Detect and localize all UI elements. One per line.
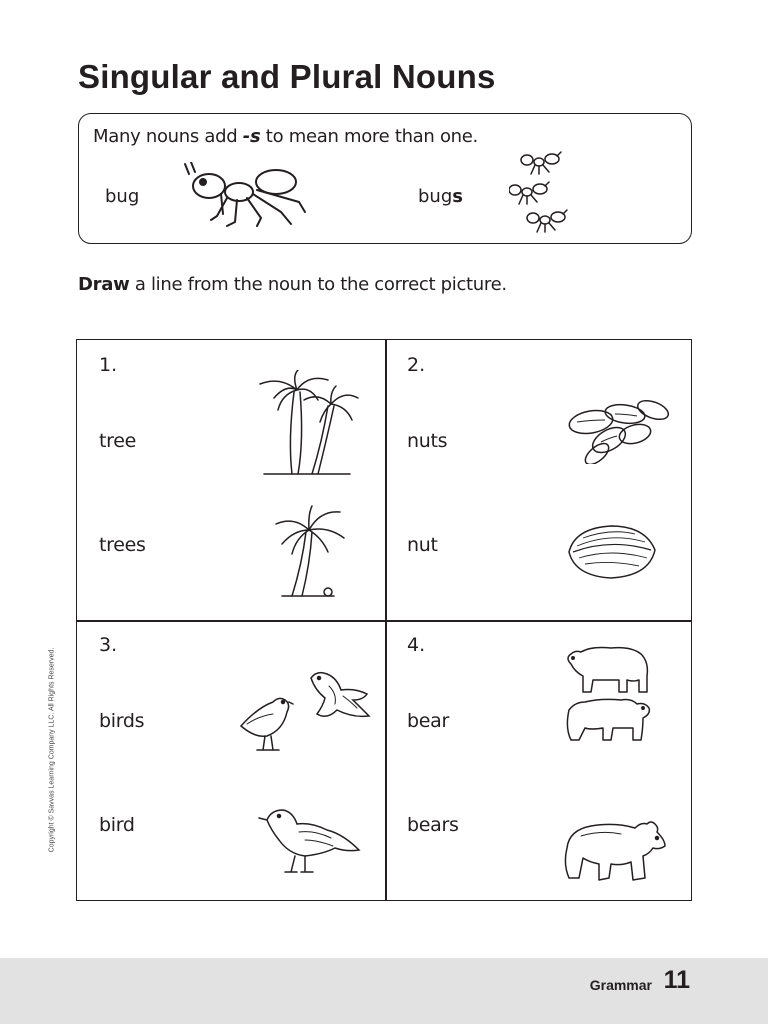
- footer-section-label: Grammar: [589, 977, 652, 993]
- almonds-icon[interactable]: [565, 394, 673, 464]
- two-birds-icon[interactable]: [237, 668, 375, 756]
- item-number: 1.: [99, 354, 118, 376]
- noun-word-tree[interactable]: tree: [99, 430, 137, 452]
- item-number: 2.: [407, 354, 426, 376]
- three-ants-icon: [509, 148, 579, 238]
- directions-verb: Draw: [78, 274, 130, 295]
- rule-box: [78, 113, 692, 244]
- page-title: Singular and Plural Nouns: [78, 58, 496, 95]
- example-plural-word: bugs: [418, 186, 463, 207]
- noun-word-trees[interactable]: trees: [99, 534, 146, 556]
- noun-word-bears[interactable]: bears: [407, 814, 459, 836]
- two-bears-icon[interactable]: [561, 642, 661, 766]
- copyright-notice: Copyright © Savvas Learning Company LLC. All Rights Reserved.: [48, 647, 56, 853]
- exercise-item-2: [385, 340, 693, 620]
- almond-icon[interactable]: [565, 522, 657, 582]
- rule-text: Many nouns add -s to mean more than one.: [93, 126, 478, 147]
- exercise-item-4: [385, 620, 693, 900]
- noun-word-bird[interactable]: bird: [99, 814, 135, 836]
- exercise-item-1: [77, 340, 385, 620]
- palm-trees-icon[interactable]: [252, 370, 362, 478]
- noun-word-birds[interactable]: birds: [99, 710, 145, 732]
- noun-word-nuts[interactable]: nuts: [407, 430, 448, 452]
- directions: Draw a line from the noun to the correct picture.: [78, 274, 507, 295]
- noun-word-bear[interactable]: bear: [407, 710, 450, 732]
- rule-suffix: -s: [242, 126, 261, 147]
- exercise-item-3: [77, 620, 385, 900]
- page-number: 11: [663, 966, 690, 994]
- item-number: 3.: [99, 634, 118, 656]
- exercise-grid: [76, 339, 692, 901]
- bird-icon[interactable]: [255, 804, 365, 876]
- noun-word-nut[interactable]: nut: [407, 534, 438, 556]
- example-singular-word: bug: [105, 186, 140, 207]
- palm-tree-icon[interactable]: [272, 504, 352, 600]
- ant-icon: [181, 162, 311, 230]
- footer-band: [0, 958, 768, 1024]
- item-number: 4.: [407, 634, 426, 656]
- bear-icon[interactable]: [561, 818, 669, 886]
